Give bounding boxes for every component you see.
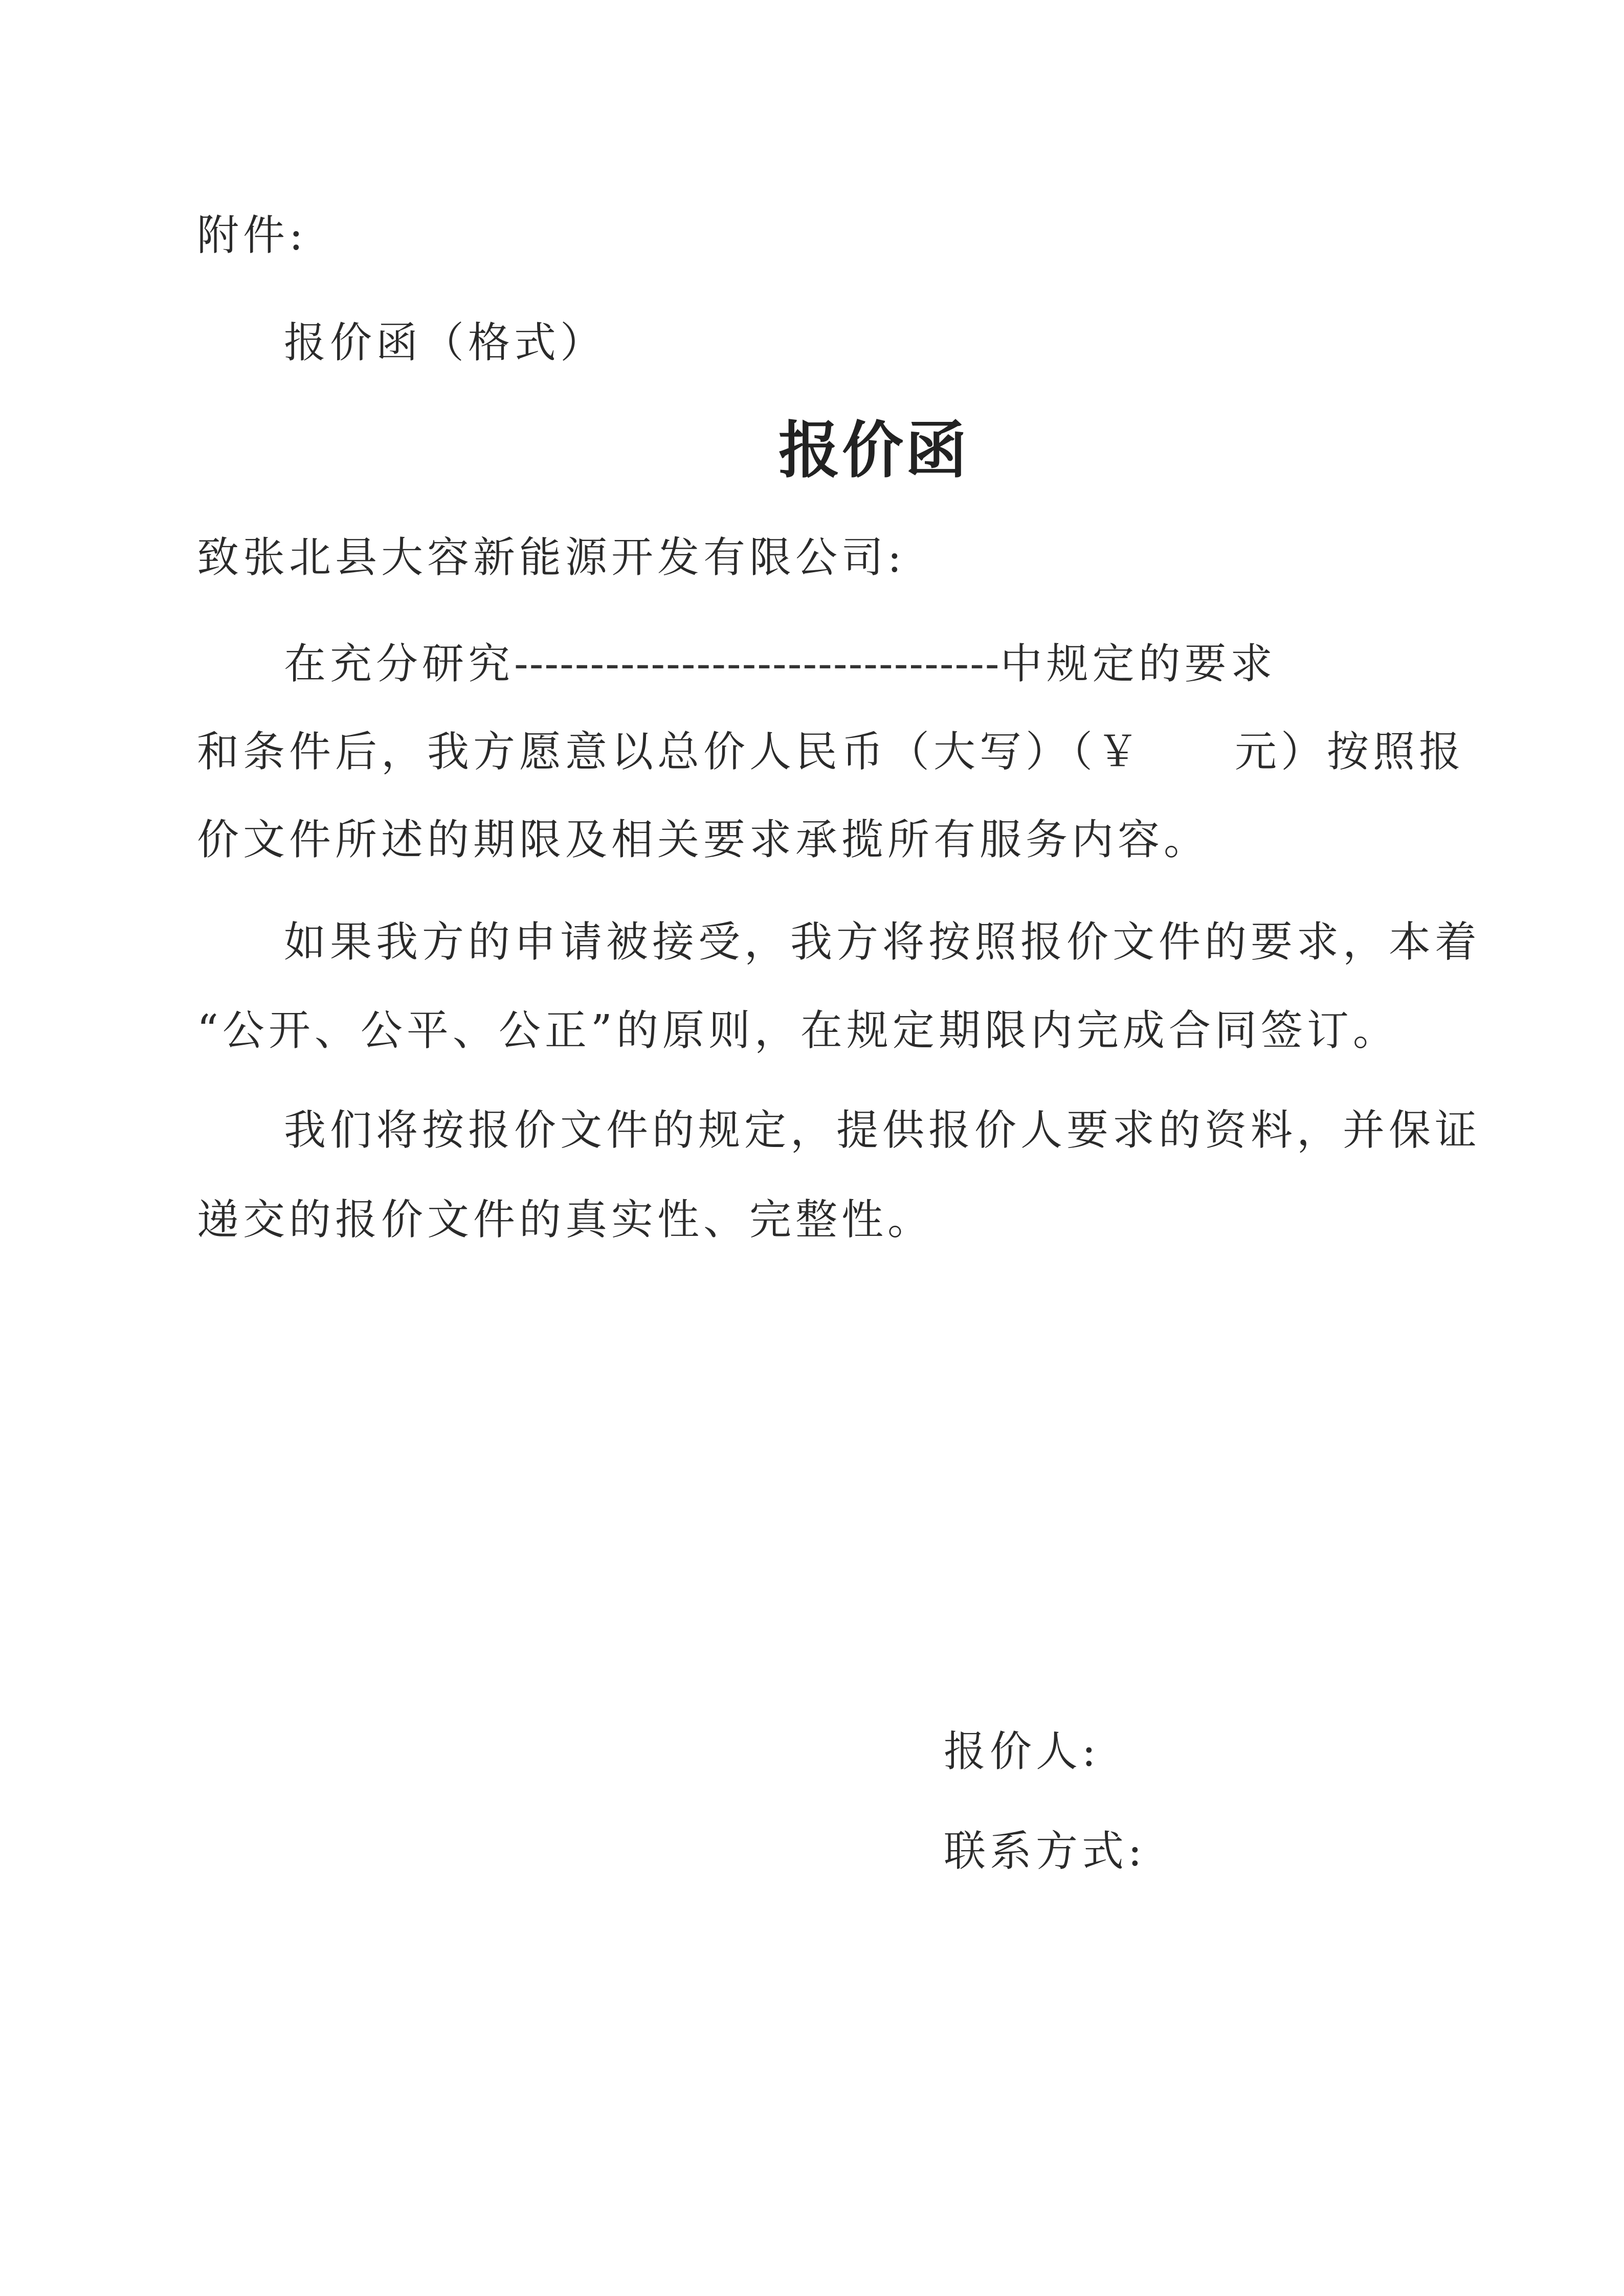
- para1-line1: [284, 640, 1277, 688]
- para3-line1: 我们将按报价文件的规定，提供报价人要求的资料，并保证: [284, 1106, 1481, 1155]
- para3-line2: 递交的报价文件的真实性、完整性。: [197, 1196, 934, 1244]
- bidder-label: 报价人:: [944, 1727, 1100, 1776]
- para1-line2-end: 元）按照报: [1235, 728, 1465, 776]
- para1-line3: 价文件所述的期限及相关要求承揽所有服务内容。: [197, 816, 1210, 864]
- contact-label: 联系方式:: [944, 1827, 1146, 1876]
- para1-line2: [197, 728, 1465, 776]
- page-title: 报价函: [778, 415, 969, 486]
- para2-line2: “公开、公平、公正”的原则，在规定期限内完成合同签订。: [197, 1006, 1399, 1055]
- para1-line1-start: 在充分研究: [284, 640, 515, 688]
- recipient-line: 致张北县大容新能源开发有限公司:: [197, 533, 906, 582]
- para2-line1: 如果我方的申请被接受，我方将按照报价文件的要求，本着: [284, 918, 1481, 966]
- format-label: 报价函（格式）: [284, 319, 607, 367]
- blank-document-name: --------------------------------: [514, 640, 1000, 688]
- para1-line1-end: 中规定的要求: [1000, 640, 1277, 688]
- attachment-label: 附件:: [197, 211, 307, 260]
- para1-line2-start: 和条件后，我方愿意以总价人民币（大写）（￥: [197, 728, 1143, 776]
